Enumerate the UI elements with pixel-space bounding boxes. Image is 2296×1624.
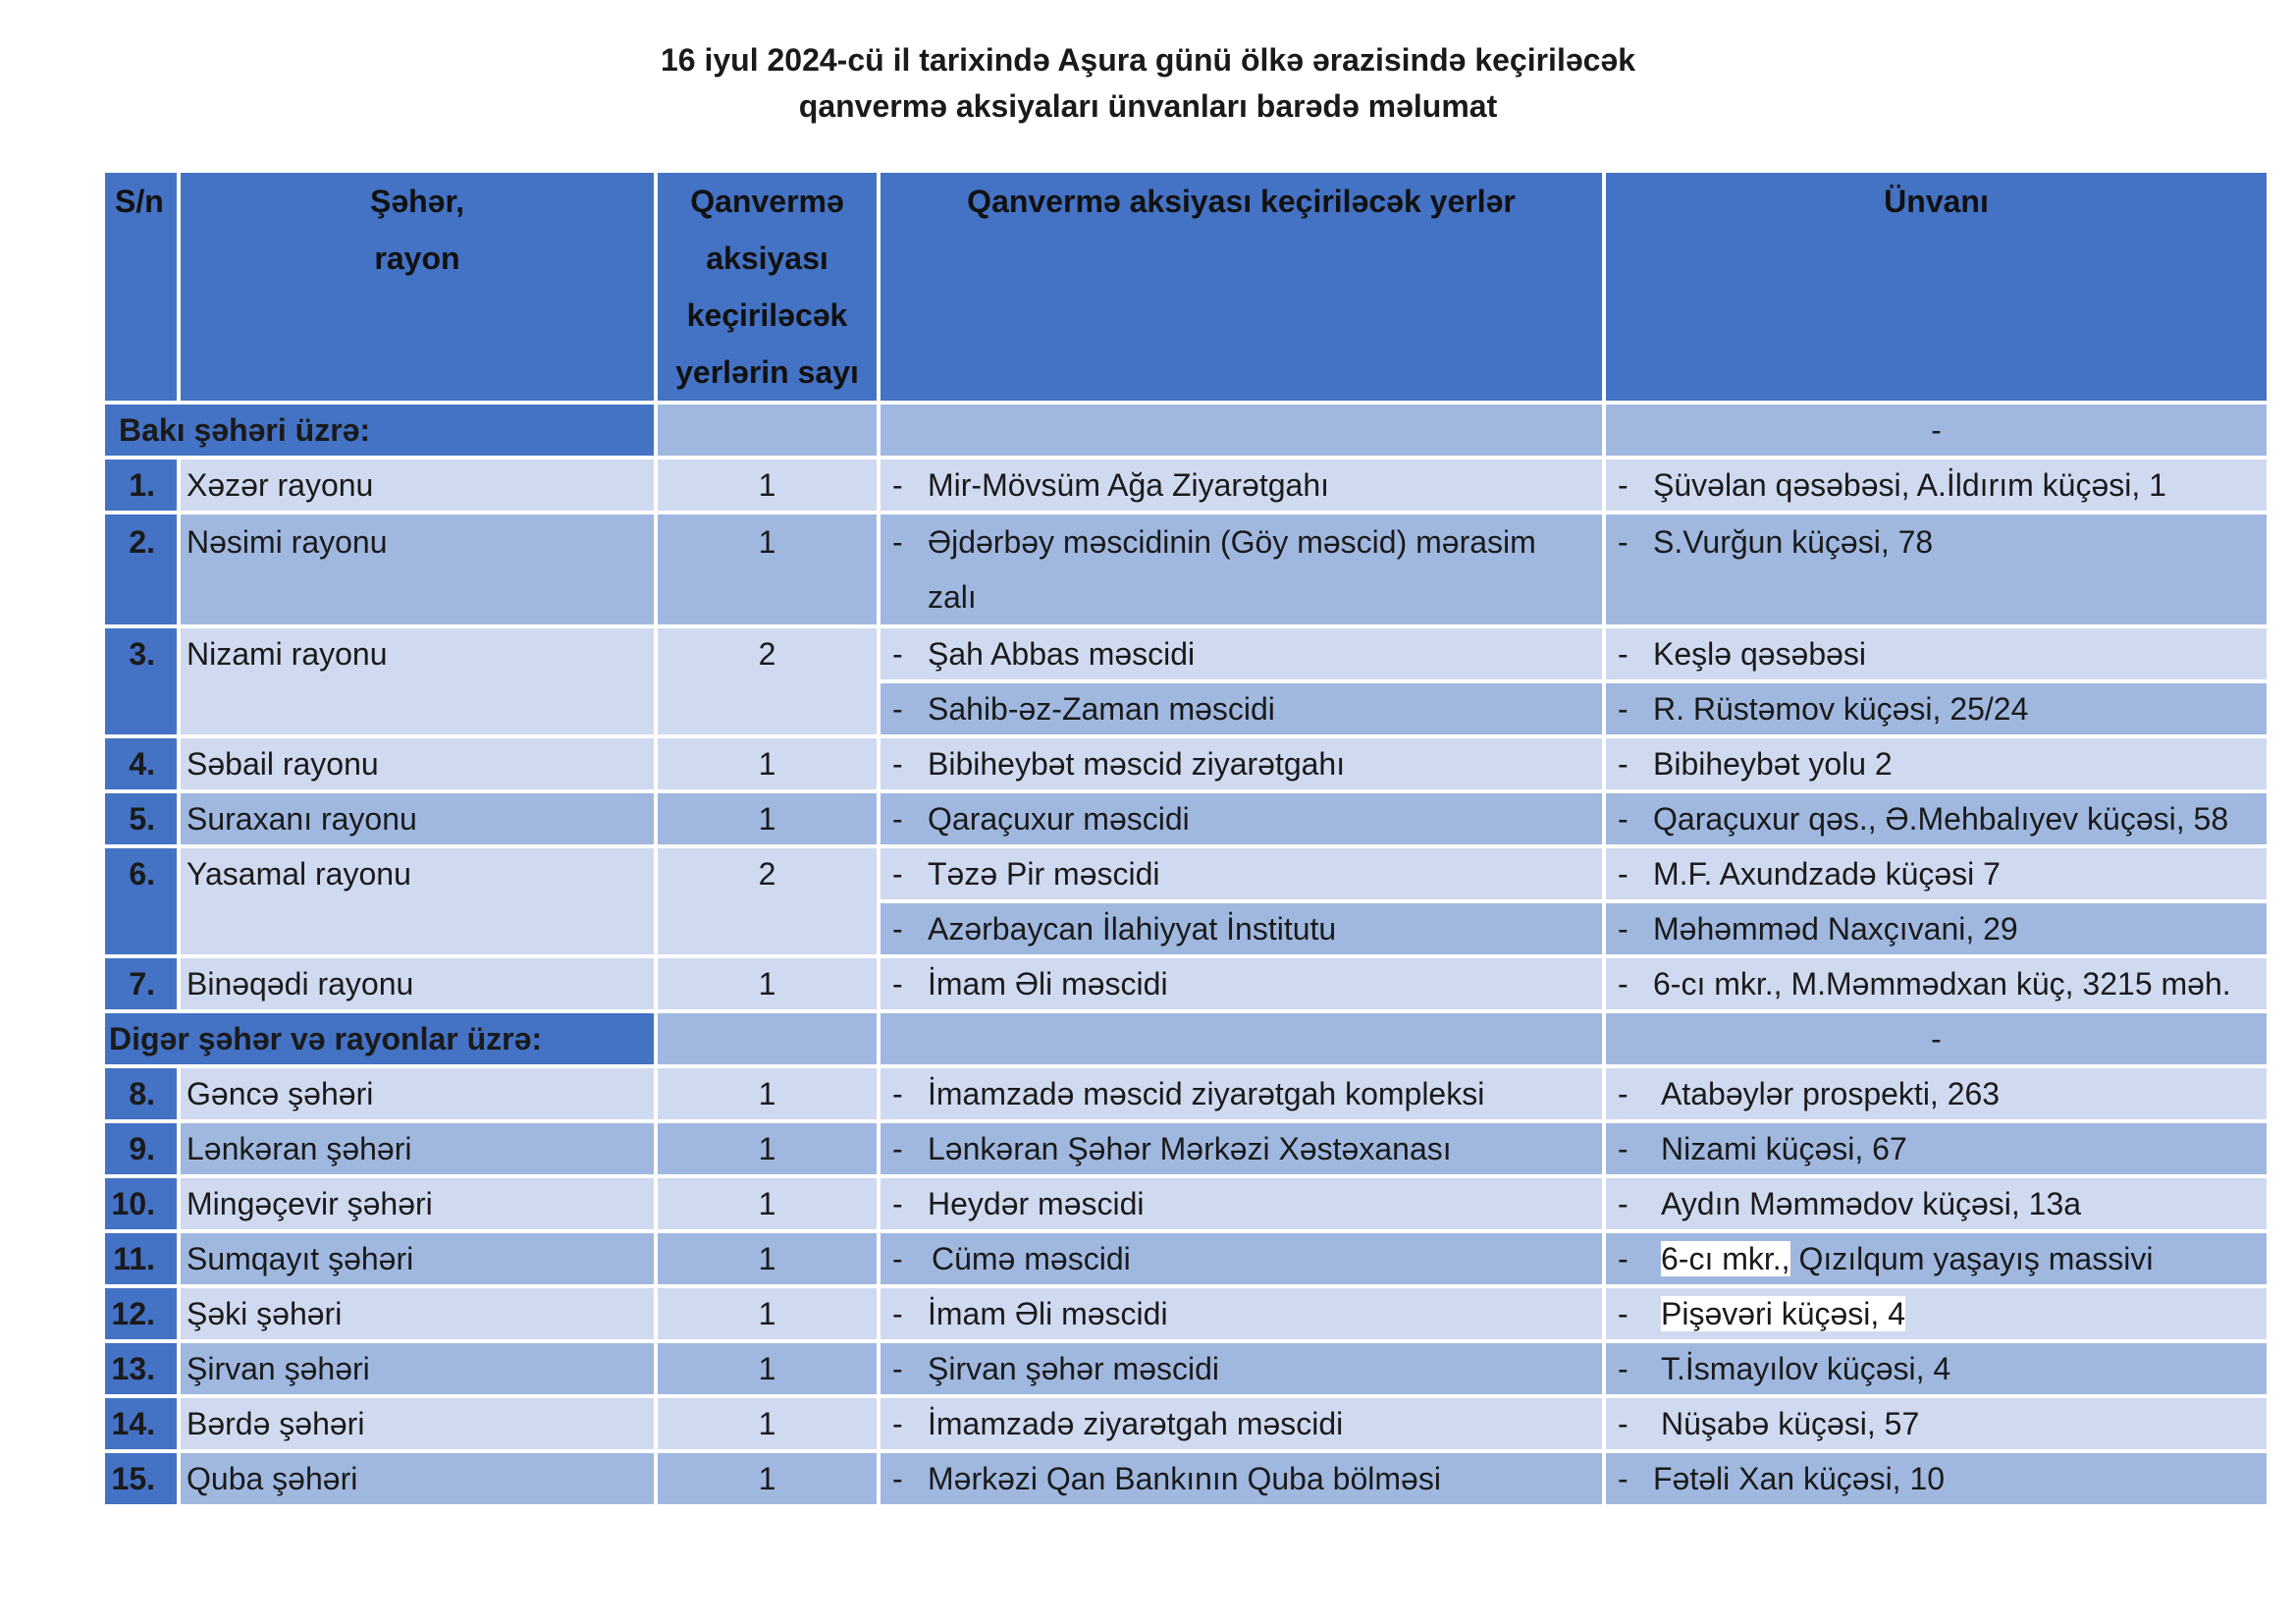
- table-row: 2. Nəsimi rayonu 1 - Əjdərbəy məscidinin (Göy məscid) mərasim zalı - S.Vurğun küçəsi, 78: [103, 513, 2269, 626]
- table-row: 3. Nizami rayonu 2 - Şah Abbas məscidi - Keşlə qəsəbəsi: [103, 626, 2269, 681]
- table-row: 6. Yasamal rayonu 2 - Təzə Pir məscidi - M.F. Axundzadə küçəsi 7: [103, 846, 2269, 901]
- table-row: 9. Lənkəran şəhəri 1 - Lənkəran Şəhər Mərkəzi Xəstəxanası - Nizami küçəsi, 67: [103, 1121, 2269, 1176]
- table-row: 15. Quba şəhəri 1 - Mərkəzi Qan Bankının Quba bölməsi - Fətəli Xan küçəsi, 10: [103, 1451, 2269, 1506]
- header-places: Qanvermə aksiyası keçiriləcək yerlər: [879, 171, 1604, 403]
- table-row: 13. Şirvan şəhəri 1 - Şirvan şəhər məscidi - T.İsmayılov küçəsi, 4: [103, 1341, 2269, 1396]
- section-label-baku: Bakı şəhəri üzrə:: [103, 403, 656, 458]
- header-row: [103, 171, 2269, 403]
- table-row: 1. Xəzər rayonu 1 - Mir-Mövsüm Ağa Ziyarətgahı - Şüvəlan qəsəbəsi, A.İldırım küçəsi, 1: [103, 458, 2269, 513]
- header-count: Qanvermə aksiyası keçiriləcək yerlərin sayı: [656, 171, 879, 403]
- section-row-baku: [103, 403, 2269, 458]
- section-row-other: [103, 1011, 2269, 1066]
- header-sn: S/n: [103, 171, 179, 403]
- section-label-other: Digər şəhər və rayonlar üzrə:: [103, 1011, 656, 1066]
- title-line-2: qanvermə aksiyaları ünvanları barədə məlumat: [798, 88, 1498, 124]
- title-line-1: 16 iyul 2024-cü il tarixində Aşura günü ölkə ərazisində keçiriləcək: [660, 42, 1636, 78]
- table-row: 8. Gəncə şəhəri 1 - İmamzadə məscid ziyarətgah kompleksi - Atabəylər prospekti, 263: [103, 1066, 2269, 1121]
- table-row: 11. Sumqayıt şəhəri 1 - Cümə məscidi - 6-cı mkr., Qızılqum yaşayış massivi: [103, 1231, 2269, 1286]
- table-row: 7. Binəqədi rayonu 1 - İmam Əli məscidi - 6-cı mkr., M.Məmmədxan küç, 3215 məh.: [103, 956, 2269, 1011]
- table-row: - Sahib-əz-Zaman məscidi - R. Rüstəmov küçəsi, 25/24: [103, 681, 2269, 736]
- document-title: [0, 37, 2296, 130]
- table-row: 4. Səbail rayonu 1 - Bibiheybət məscid ziyarətgahı - Bibiheybət yolu 2: [103, 736, 2269, 791]
- section-address-baku: -: [1604, 403, 2269, 458]
- table-row: - Azərbaycan İlahiyyat İnstitutu - Məhəmməd Naxçıvani, 29: [103, 901, 2269, 956]
- blood-donation-table: [101, 169, 2270, 1508]
- table-row: 12. Şəki şəhəri 1 - İmam Əli məscidi - Pişəvəri küçəsi, 4: [103, 1286, 2269, 1341]
- table-row: 10. Mingəçevir şəhəri 1 - Heydər məscidi - Aydın Məmmədov küçəsi, 13a: [103, 1176, 2269, 1231]
- section-address-other: -: [1604, 1011, 2269, 1066]
- header-address: Ünvanı: [1604, 171, 2269, 403]
- table-row: 5. Suraxanı rayonu 1 - Qaraçuxur məscidi - Qaraçuxur qəs., Ə.Mehbalıyev küçəsi, 58: [103, 791, 2269, 846]
- table-row: 14. Bərdə şəhəri 1 - İmamzadə ziyarətgah məscidi - Nüşabə küçəsi, 57: [103, 1396, 2269, 1451]
- header-city: Şəhər, rayon: [179, 171, 656, 403]
